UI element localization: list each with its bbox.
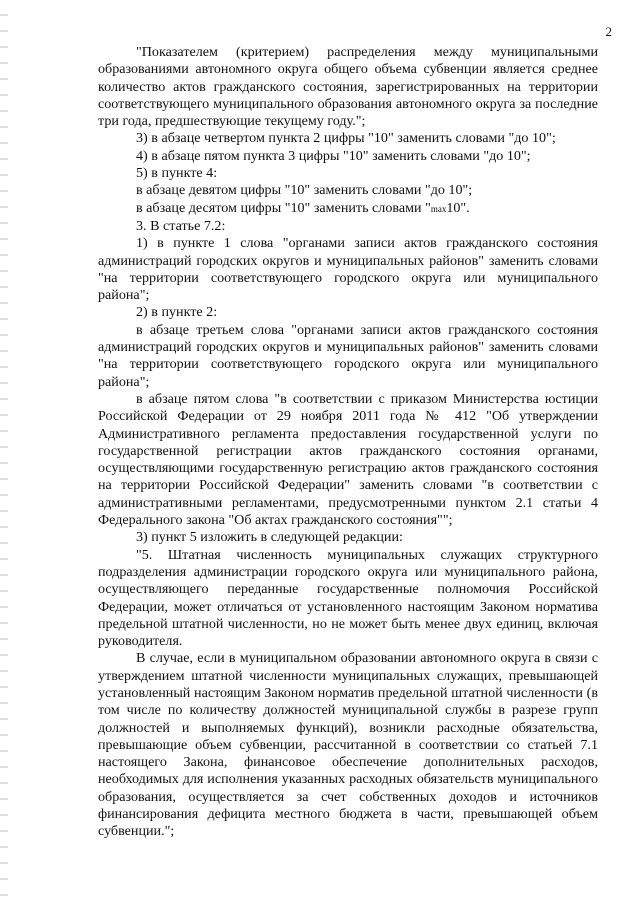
paragraph-article-7-2-item-1: 1) в пункте 1 слова "органами записи актов гражданского состояния администраций городских округов и муниципальных районов" заменить словами "на территории соответствующего городского округа или муниципального района"; [98,235,598,304]
paragraph-item-5-tenth-text: в абзаце десятом цифры "10" заменить словами " [136,199,431,216]
paragraph-item-2-third: в абзаце третьем слова "органами записи актов гражданского состояния администраций городских округов и муниципальных районов" заменить словами "на территории соответствующего городского округа или муниципального района"; [98,321,598,390]
paragraph-extra-expenses: В случае, если в муниципальном образовании автономного округа в связи с утверждением штатной численности муниципальных служащих, превышающей установленный настоящим Законом норматив предельной штатной численности (в том числе по количеству должностей муниципальной службы в разрезе групп должностей и выполняемых функций), возникли расходные обязательства, превышающие объем субвенции, рассчитанной в соответствии со статьей 7.1 настоящего Закона, финансовое обеспечение дополнительных расходов, необходимых для исполнения указанных расходных обязательств муниципального образования, осуществляется за счет собственных доходов и источников финансирования дефицита местного бюджета в части, превышающей объем субвенции."; [98,650,598,840]
scan-edge-marks [0,0,8,905]
document-body [98,44,598,841]
paragraph-criterion: "Показателем (критерием) распределения между муниципальными образованиями автономного округа общего объема субвенции является среднее количество актов гражданского состояния, зарегистрированных на территории соответствующего муниципального образования автономного округа за последние три года, предшествующие текущему году."; [98,44,598,130]
paragraph-article-7-2-item-2: 2) в пункте 2: [136,304,218,321]
page-number: 2 [605,24,612,39]
subscript-max: max [430,203,447,214]
paragraph-article-7-2: 3. В статье 7.2: [136,217,226,234]
paragraph-item-5: 5) в пункте 4: [136,165,218,182]
paragraph-item-5-tenth [98,200,598,218]
paragraph-item-5-ninth: в абзаце девятом цифры "10" заменить словами "до 10"; [136,182,473,199]
paragraph-item-3-new-wording: 3) пункт 5 изложить в следующей редакции: [136,529,403,546]
paragraph-item-2-fifth: в абзаце пятом слова "в соответствии с приказом Министерства юстиции Российской Федерации от 29 ноября 2011 года № 412 "Об утверждении Административного регламента предоставления государственной услуги по государственной регистрации актов гражданского состояния органами, осуществляющими государственную регистрацию актов гражданского состояния на территории Российской Федерации" заменить словами "в соответствии с административными регламентами, предусмотренными пунктом 2.1 статьи 4 Федерального закона "Об актах гражданского состояния""; [98,390,598,529]
paragraph-item-4: 4) в абзаце пятом пункта 3 цифры "10" заменить словами "до 10"; [136,147,531,164]
paragraph-item-5-tenth-tail: 10". [446,199,470,216]
paragraph-item-3: 3) в абзаце четвертом пункта 2 цифры "10" заменить словами "до 10"; [136,130,556,147]
paragraph-staff-number: "5. Штатная численность муниципальных служащих структурного подразделения администрации городского округа или муниципального района, осуществляющего переданные государственные полномочия Российской Федерации, может отличаться от установленного настоящим Законом норматива предельной штатной численности, но не может быть менее двух единиц, включая руководителя. [98,546,598,650]
